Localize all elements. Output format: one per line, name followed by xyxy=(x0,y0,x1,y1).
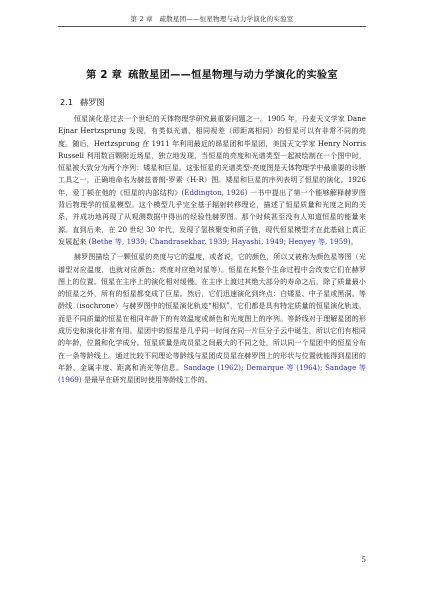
paragraph-text: )。 xyxy=(347,236,358,246)
section-heading xyxy=(60,97,105,108)
citation-link[interactable]: Demarque 等 (1964) xyxy=(246,362,321,372)
citation-link[interactable]: Sandage (1962) xyxy=(183,362,242,372)
paragraph-text: 是最早在研究星团时使用等龄线工作的。 xyxy=(81,375,212,385)
chapter-number: 第 2 章 xyxy=(86,70,123,81)
body-text xyxy=(58,113,366,390)
section-number: 2.1 xyxy=(60,97,74,107)
citation-link[interactable]: (Eddington, 1926) xyxy=(181,187,248,197)
paragraph xyxy=(58,113,366,248)
paragraph-text: ; xyxy=(241,362,247,372)
citation-link[interactable]: Bethe 等, 1939; Chandrasekhar, 1939; Hayashi, 1949; Henyey 等, 1959 xyxy=(91,236,348,246)
chapter-title xyxy=(58,66,366,81)
running-header: 第 2 章 疏散星团——恒星物理与动力学演化的实验室 xyxy=(130,15,294,23)
paragraph-text: ; xyxy=(320,362,326,372)
chapter-title-text: 疏散星团——恒星物理与动力学演化的实验室 xyxy=(128,70,338,81)
page-number: 5 xyxy=(361,556,366,564)
paragraph-text: 恒星演化是过去一个世纪的天体物理学研究最重要问题之一。1905 年，丹麦天文学家 Dane Ejnar Hertzsprung 发现，有类似光谱、相同视差（即距离相同）的恒星可以有非常不同的亮度。随后，Hertzsprung 在 1911 年利用最近的昴星团和毕星团，美国天文学家 Henry Norris Russell 利用数百颗附近场星，独立地发现，当恒星的亮度和光谱类型一起被绘制在一个图中时，恒星被大致分为两个序列：矮星和巨星。这张恒星的光谱类型-亮度图是天体物理学中最重要的诊断工具之一，正确地命名为赫兹普朗-罗素（H-R）图。矮星和巨星的序列表明了恒星的演化。1926 年，爱丁顿在他的《恒星的内部结构》 xyxy=(58,114,366,197)
paragraph-text: 赫罗图描绘了一颗恒星的亮度与它的温度，或者说，它的颜色，所以又被称为颜色星等图（光谱型对应温度，也就对应颜色；亮度对应绝对星等）。恒星在其整个生命过程中会改变它们在赫罗图上的位置。恒星在主序上的演化相对缓慢。在主序上渡过其绝大部分的寿命之后，除了质量最小的恒星之外，所有的恒星都变成了巨星。然后，它们迅速演化到终点：白矮星、中子星或黑洞。等龄线（isochrone）与赫罗图中的恒星演化轨迹“相似”，它们都是具有特定质量的恒星演化轨迹，而是不同质量的恒星在相同年龄下的有效温度或颜色和光度图上的序列。等龄线对于理解星团的形成历史和演化非常有用。星团中的恒星是几乎同一时间在同一片巨分子云中诞生，所以它们有相同的年龄，位置和化学成分。恒星质量是成员星之间最大的不同之处，所以同一个星团中的恒星分布在一条等龄线上。通过比较不同理论等龄线与星团成员星在赫罗图上的形状与位置就能得到星团的年龄、金属丰度、距离和消光等信息。 xyxy=(58,252,366,372)
paragraph-text: 一书中提出了第一个能够解释赫罗图背后物理学的恒星模型。这个模型几乎完全基于辐射转移理论，描述了恒星质量和光度之间的关系，并成功地再现了从观测数据中得出的经验性赫罗图。那个时候甚至没有人知道恒星的能量来源。直到后来，在 20 世纪 30 年代，发现了氢核聚变和质子链，现代恒星模型才在此基础上真正发展起来 ( xyxy=(58,187,366,246)
section-title: 赫罗图 xyxy=(80,97,105,107)
paragraph xyxy=(58,251,366,386)
citation-link[interactable]: Sandage 等 (1969) xyxy=(58,362,366,385)
header-rule xyxy=(58,26,366,27)
